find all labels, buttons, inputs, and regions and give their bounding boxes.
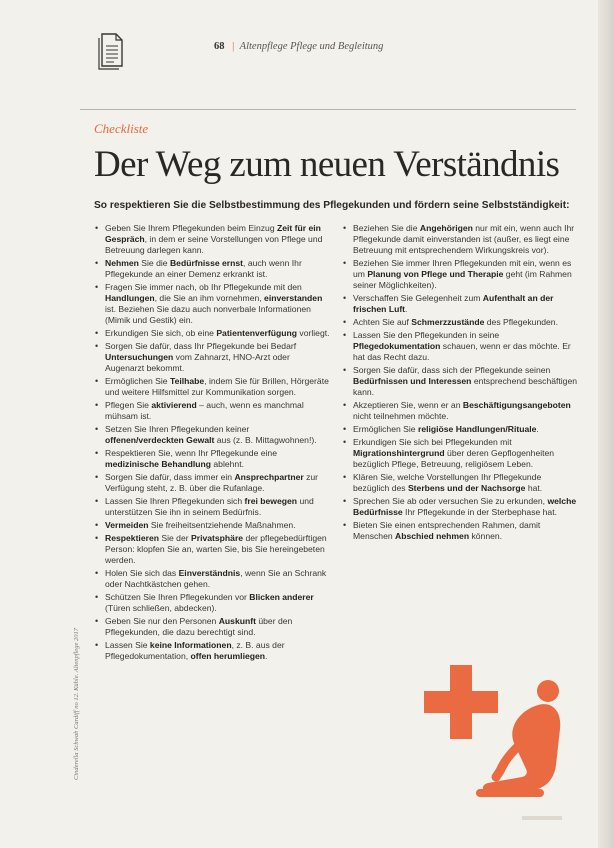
checklist-item: • Lassen Sie den Pflegekunden in seine Pflegedokumentation schauen, wenn er das möchte. Er hat das Recht dazu. [342, 330, 578, 363]
checklist-item: • Nehmen Sie die Bedürfnisse ernst, auch wenn Ihr Pflegekunde an einer Demenz erkrankt ist. [94, 258, 330, 280]
checklist-item: • Lassen Sie Ihren Pflegekunden sich frei bewegen und unterstützen Sie ihn in seinem Bedürfnis. [94, 496, 330, 518]
header-separator: | [232, 41, 235, 52]
checklist-right-column [342, 223, 578, 544]
checklist-item: • Respektieren Sie, wenn Ihr Pflegekunde eine medizinische Behandlung ablehnt. [94, 448, 330, 470]
checklist-item: • Beziehen Sie immer Ihren Pflegekunden mit ein, wenn es um Planung von Pflege und Therapie geht (im Rahmen seiner Möglichkeiten). [342, 258, 578, 291]
checklist-item: • Fragen Sie immer nach, ob Ihr Pflegekunde mit den Handlungen, die Sie an ihm vornehmen, einverstanden ist. Beziehen Sie dazu auch nonverbale Informationen (Mimik und Gestik) ein. [94, 282, 330, 326]
checklist-item: • Erkundigen Sie sich, ob eine Patientenverfügung vorliegt. [94, 328, 330, 339]
checklist-item: • Achten Sie auf Schmerzzustände des Pflegekunden. [342, 317, 578, 328]
checklist-item: • Beziehen Sie die Angehörigen nur mit ein, wenn auch Ihr Pflegekunde damit einverstanden ist (außer, es liegt eine Betreuung mit entsprechendem Wirkungskreis vor). [342, 223, 578, 256]
checklist-item: • Sorgen Sie dafür, dass sich der Pflegekunde seinen Bedürfnissen und Interessen entsprechend beschäftigen kann. [342, 365, 578, 398]
checklist-item: • Schützen Sie Ihren Pflegekunden vor Blicken anderer (Türen schließen, abdecken). [94, 592, 330, 614]
page-number: 68 [214, 41, 225, 52]
page-footer-mark [522, 816, 562, 820]
running-header [214, 41, 383, 52]
checklist-item: • Ermöglichen Sie Teilhabe, indem Sie für Brillen, Hörgeräte und weitere Hilfsmittel zur Kommunikation sorgen. [94, 376, 330, 398]
checklist-left-column [94, 223, 330, 664]
document-icon [96, 30, 126, 70]
checklist-item: • Bieten Sie einen entsprechenden Rahmen, damit Menschen Abschied nehmen können. [342, 520, 578, 542]
checklist-item: • Vermeiden Sie freiheitsentziehende Maßnahmen. [94, 520, 330, 531]
page-title: Der Weg zum neuen Verständnis [94, 144, 560, 185]
checklist-item: • Pflegen Sie aktivierend – auch, wenn es manchmal mühsam ist. [94, 400, 330, 422]
checklist-item: • Holen Sie sich das Einverständnis, wenn Sie an Schrank oder Nachtkästchen gehen. [94, 568, 330, 590]
intro-text: So respektieren Sie die Selbstbestimmung des Pflegekunden und fördern seine Selbstständigkeit: [94, 200, 570, 211]
checklist-item: • Geben Sie nur den Personen Auskunft über den Pflegekunden, die dazu berechtigt sind. [94, 616, 330, 638]
checklist-item: • Verschaffen Sie Gelegenheit zum Aufenthalt an der frischen Luft. [342, 293, 578, 315]
checklist-item: • Sorgen Sie dafür, dass Ihr Pflegekunde bei Bedarf Untersuchungen vom Zahnarzt, HNO-Arzt oder Augenarzt bekommt. [94, 341, 330, 374]
book-title: Altenpflege Pflege und Begleitung [239, 41, 384, 52]
checklist-item: • Klären Sie, welche Vorstellungen Ihr Pflegekunde bezüglich des Sterbens und der Nachsorge hat. [342, 472, 578, 494]
section-label: Checkliste [94, 121, 149, 136]
checklist-item: • Sprechen Sie ab oder versuchen Sie zu erkunden, welche Bedürfnisse Ihr Pflegekunde in der Sterbephase hat. [342, 496, 578, 518]
checklist-item: • Lassen Sie keine Informationen, z. B. aus der Pflegedokumentation, offen herumliegen. [94, 640, 330, 662]
checklist-item: • Geben Sie Ihrem Pflegekunden beim Einzug Zeit für ein Gespräch, in dem er seine Vorstellungen von Pflege und Betreuung darlegen kann. [94, 223, 330, 256]
checklist-item: • Respektieren Sie der Privatsphäre der pflegebedürftigen Person: klopfen Sie an, warten Sie, bis Sie hereingebeten werden. [94, 533, 330, 566]
checklist-item: • Erkundigen Sie sich bei Pflegekunden mit Migrationshintergrund über deren Gepflogenheiten bezüglich Pflege, Betreuung, religiösem Leben. [342, 437, 578, 470]
cross-person-illustration [420, 665, 580, 805]
header-rule [80, 109, 576, 110]
checklist-item: • Setzen Sie Ihren Pflegekunden keiner offenen/verdeckten Gewalt aus (z. B. Mittagwohnen!). [94, 424, 330, 446]
checklist-item: • Akzeptieren Sie, wenn er an Beschäftigungsangeboten nicht teilnehmen möchte. [342, 400, 578, 422]
vertical-credit: Cinderella Schwab Cardiff no 12. Kühle. Altenpflege 2017 [73, 628, 80, 780]
checklist-item: • Sorgen Sie dafür, dass immer ein Ansprechpartner zur Verfügung steht, z. B. über die Rufanlage. [94, 472, 330, 494]
binding-edge [598, 0, 614, 848]
checklist-item: • Ermöglichen Sie religiöse Handlungen/Rituale. [342, 424, 578, 435]
